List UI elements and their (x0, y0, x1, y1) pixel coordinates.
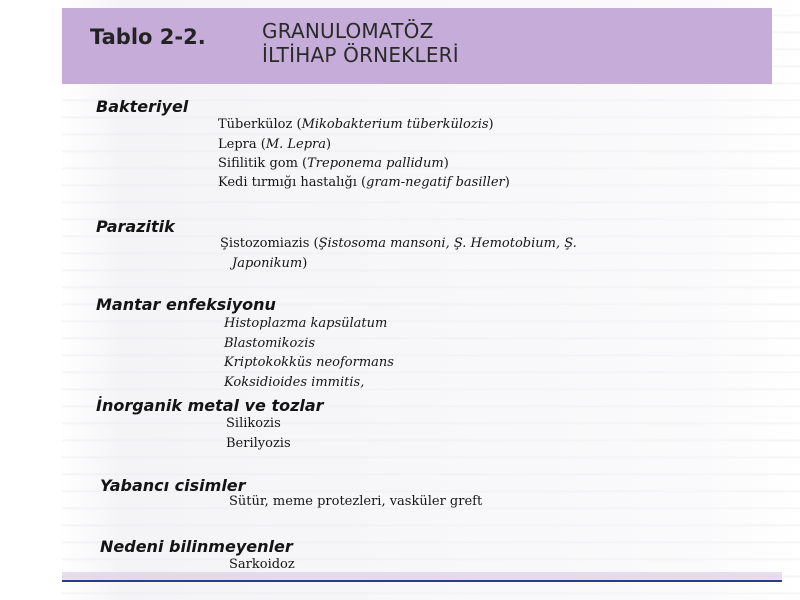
list-item: Tüberküloz (Mikobakterium tüberkülozis) (218, 117, 494, 132)
list-item: Blastomikozis (224, 336, 316, 351)
table-title-line-2: İLTİHAP ÖRNEKLERİ (262, 43, 459, 67)
list-item: Şistozomiazis (Şistosoma mansoni, Ş. Hemotobium, Ş. (220, 236, 577, 251)
list-item: Lepra (M. Lepra) (218, 137, 332, 152)
list-item: Koksidioides immitis, (224, 375, 365, 390)
list-item: Berilyozis (226, 436, 291, 451)
bottom-rule (62, 580, 782, 582)
list-item: Sifilitik gom (Treponema pallidum) (218, 156, 449, 171)
heading-inorganik: İnorganik metal ve tozlar (96, 396, 324, 415)
bottom-band (62, 572, 782, 580)
list-item: Histoplazma kapsülatum (224, 316, 388, 331)
heading-mantar: Mantar enfeksiyonu (96, 295, 276, 314)
table-title-line-1: GRANULOMATÖZ (262, 19, 434, 43)
table-label: Tablo 2-2. (90, 25, 206, 49)
table-title (262, 19, 459, 67)
heading-yabanci: Yabancı cisimler (100, 476, 246, 495)
list-item: Sütür, meme protezleri, vasküler greft (229, 494, 483, 509)
list-item-continuation: Japonikum) (232, 256, 308, 271)
heading-bakteriyel: Bakteriyel (96, 97, 189, 116)
list-item: Kedi tırmığı hastalığı (gram-negatif basiller) (218, 175, 510, 190)
list-item: Sarkoidoz (229, 557, 295, 572)
page-margin (0, 0, 62, 600)
list-item: Kriptokokküs neoformans (224, 355, 394, 370)
heading-nedeni: Nedeni bilinmeyenler (100, 537, 293, 556)
heading-parazitik: Parazitik (96, 217, 175, 236)
list-item: Silikozis (226, 416, 281, 431)
